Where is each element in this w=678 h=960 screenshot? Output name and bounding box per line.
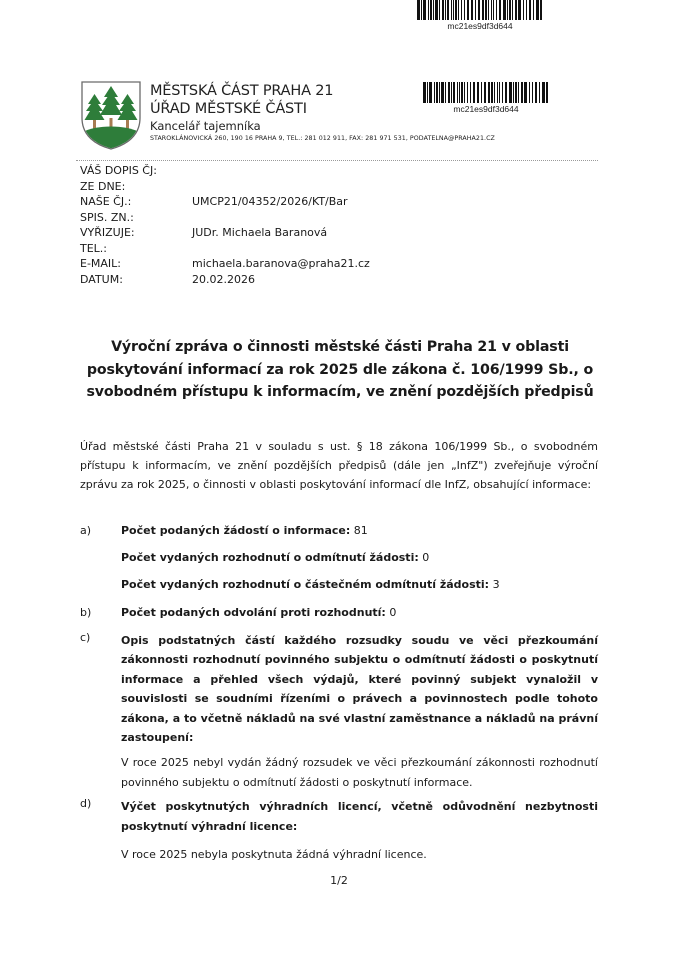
barcode-bar	[478, 0, 480, 20]
meta-row-date-from	[80, 179, 370, 195]
barcode-header	[422, 82, 550, 114]
section-heading: Výčet poskytnutých výhradních licencí, včetně odůvodnění nezbytnosti poskytnutí výhradní licence:	[121, 800, 598, 833]
meta-value: 20.02.2026	[192, 272, 255, 286]
section-answer: V roce 2025 nebyl vydán žádný rozsudek ve věci přezkoumání zákonnosti rozhodnutí povinného subjektu o odmítnutí žádosti o poskytnutí informace.	[121, 756, 598, 789]
barcode-bar	[455, 0, 457, 20]
section-letter: d)	[80, 797, 92, 810]
barcode-bar	[507, 0, 508, 20]
meta-label: E-MAIL:	[80, 257, 122, 270]
barcode-bar	[439, 0, 440, 20]
org-address: STAROKLÁNOVICKÁ 260, 190 16 PRAHA 9, TEL.: 281 012 911, FAX: 281 971 531, PODATELNA@PRAHA21.CZ	[150, 135, 495, 142]
section-c	[80, 631, 598, 747]
stat-label: Počet podaných odvolání proti rozhodnutí:	[121, 606, 386, 619]
barcode-bar	[503, 0, 506, 20]
section-heading: Opis podstatných částí každého rozsudky soudu ve věci přezkoumání zákonnosti rozhodnutí povinného subjektu o odmítnutí žádosti o poskytnutí informace a přehled všech výdajů, které povinný subjekt vynaložil v souvislosti se soudními řízeními o právech a povinnostech podle tohoto zákona, a to včetně nákladů na své vlastní zaměstnance a nákladů na právní zastoupení:	[121, 634, 598, 745]
barcode-top	[416, 0, 544, 31]
meta-row-file-ref	[80, 210, 370, 226]
barcode-code: mc21es9df3d644	[453, 104, 519, 114]
barcode-bar	[542, 82, 545, 103]
section-a-refusals	[80, 548, 598, 567]
barcode-bar	[488, 0, 489, 20]
barcode-bar	[513, 82, 514, 103]
barcode-bar	[417, 0, 420, 20]
barcode-bar	[502, 82, 503, 103]
meta-label: VYŘIZUJE:	[80, 226, 135, 239]
barcode-bar	[493, 0, 494, 20]
barcode-bar	[546, 82, 548, 103]
meta-row-email	[80, 256, 370, 272]
barcode-bar	[447, 0, 449, 20]
barcode-bars	[417, 0, 543, 20]
barcode-bar	[475, 0, 476, 20]
barcode-bar	[434, 82, 435, 103]
barcode-bar	[461, 82, 463, 103]
barcode-bar	[423, 0, 426, 20]
barcode-bar	[445, 82, 446, 103]
barcode-bar	[481, 82, 482, 103]
section-a-partial-refusals	[80, 575, 598, 594]
barcode-bar	[499, 0, 501, 20]
meta-row-handled-by	[80, 225, 370, 241]
stat-label: Počet vydaných rozhodnutí o odmítnutí žádosti:	[121, 551, 419, 564]
barcode-bar	[441, 82, 444, 103]
barcode-bars	[423, 82, 549, 103]
barcode-bar	[457, 82, 458, 103]
stat-label: Počet podaných žádostí o informace:	[121, 524, 351, 537]
barcode-bar	[497, 82, 498, 103]
barcode-bar	[482, 0, 484, 20]
section-letter: b)	[80, 606, 92, 619]
meta-row-your-letter	[80, 163, 370, 179]
barcode-bar	[461, 0, 462, 20]
barcode-bar	[518, 82, 519, 103]
stat-label: Počet vydaných rozhodnutí o částečném odmítnutí žádosti:	[121, 578, 490, 591]
page-number: 1/2	[330, 874, 348, 887]
barcode-bar	[515, 82, 517, 103]
barcode-bar	[459, 82, 460, 103]
intro-paragraph: Úřad městské části Praha 21 v souladu s ust. § 18 zákona 106/1999 Sb., o svobodném přístupu k informacím, ve znění pozdějších předpisů (dále jen „InfZ") zveřejňuje výroční zprávu za rok 2025, o činnosti v oblasti poskytování informací dle InfZ, obsahující informace:	[80, 440, 598, 492]
meta-label: NAŠE ČJ.:	[80, 195, 132, 208]
barcode-bar	[435, 0, 438, 20]
stat-value: 0	[422, 551, 430, 564]
barcode-bar	[524, 82, 527, 103]
meta-value: JUDr. Michaela Baranová	[192, 226, 328, 239]
barcode-bar	[485, 0, 487, 20]
barcode-bar	[540, 0, 542, 20]
section-letter: c)	[80, 631, 91, 644]
barcode-bar	[451, 82, 452, 103]
barcode-bar	[536, 0, 539, 20]
meta-row-our-ref	[80, 194, 370, 210]
stat-value: 81	[353, 524, 368, 537]
meta-value: UMCP21/04352/2026/KT/Bar	[192, 195, 348, 208]
barcode-code: mc21es9df3d644	[447, 21, 513, 31]
meta-label: SPIS. ZN.:	[80, 210, 134, 224]
barcode-bar	[484, 82, 486, 103]
barcode-bar	[467, 82, 468, 103]
meta-row-date	[80, 272, 370, 288]
barcode-bar	[467, 0, 469, 20]
barcode-bar	[509, 82, 512, 103]
meta-label: TEL.:	[80, 241, 108, 255]
barcode-bar	[464, 0, 465, 20]
barcode-bar	[421, 0, 422, 20]
barcode-bar	[423, 82, 426, 103]
barcode-bar	[496, 0, 497, 20]
section-answer: V roce 2025 nebyla poskytnuta žádná výhradní licence.	[121, 848, 427, 861]
stat-value: 0	[389, 606, 397, 619]
barcode-bar	[491, 82, 493, 103]
barcode-bar	[470, 82, 471, 103]
barcode-bar	[430, 0, 432, 20]
section-d-answer	[80, 845, 598, 864]
section-a	[80, 521, 598, 540]
barcode-bar	[445, 0, 446, 20]
barcode-bar	[471, 0, 473, 20]
reference-fields	[80, 163, 370, 287]
barcode-bar	[515, 0, 517, 20]
barcode-bar	[518, 0, 521, 20]
barcode-bar	[442, 0, 444, 20]
section-d	[80, 797, 598, 836]
barcode-bar	[491, 0, 492, 20]
barcode-bar	[535, 82, 537, 103]
barcode-bar	[436, 82, 438, 103]
barcode-bar	[539, 82, 540, 103]
barcode-bar	[427, 82, 428, 103]
barcode-bar	[499, 82, 500, 103]
barcode-bar	[505, 82, 507, 103]
barcode-bar	[529, 0, 531, 20]
meta-value: michaela.baranova@praha21.cz	[192, 257, 370, 270]
barcode-bar	[532, 82, 533, 103]
section-letter: a)	[80, 524, 92, 537]
meta-row-phone	[80, 241, 370, 257]
barcode-bar	[451, 0, 452, 20]
barcode-bar	[439, 82, 440, 103]
barcode-bar	[429, 82, 432, 103]
stat-value: 3	[492, 578, 500, 591]
barcode-bar	[509, 0, 511, 20]
meta-label: ZE DNE:	[80, 179, 126, 193]
section-b	[80, 603, 598, 622]
section-c-answer	[80, 753, 598, 792]
barcode-bar	[488, 82, 490, 103]
barcode-bar	[453, 82, 455, 103]
barcode-bar	[533, 0, 534, 20]
document-title: Výroční zpráva o činnosti městské části Praha 21 v oblasti poskytování informací za rok 2025 dle zákona č. 106/1999 Sb., o svobodném přístupu k informacím, ve znění pozdějších předpisů	[86, 339, 594, 400]
barcode-bar	[428, 0, 429, 20]
barcode-bar	[477, 82, 479, 103]
barcode-bar	[473, 82, 475, 103]
barcode-bar	[453, 0, 454, 20]
barcode-bar	[521, 82, 523, 103]
meta-label: DATUM:	[80, 272, 123, 286]
header-divider	[76, 160, 598, 161]
barcode-bar	[494, 82, 495, 103]
tree-shield-icon	[80, 80, 142, 150]
org-department: Kancelář tajemníka	[150, 119, 261, 133]
barcode-bar	[526, 0, 527, 20]
barcode-bar	[512, 0, 513, 20]
org-office: ÚŘAD MĚSTSKÉ ČÁSTI	[150, 101, 307, 117]
barcode-bar	[433, 0, 434, 20]
barcode-bar	[458, 0, 459, 20]
org-name: MĚSTSKÁ ČÁST PRAHA 21	[150, 83, 334, 99]
meta-label: VÁŠ DOPIS ČJ:	[80, 164, 157, 177]
barcode-bar	[529, 82, 530, 103]
barcode-bar	[464, 82, 465, 103]
barcode-bar	[448, 82, 450, 103]
coat-of-arms-logo	[80, 80, 142, 150]
barcode-bar	[523, 0, 524, 20]
